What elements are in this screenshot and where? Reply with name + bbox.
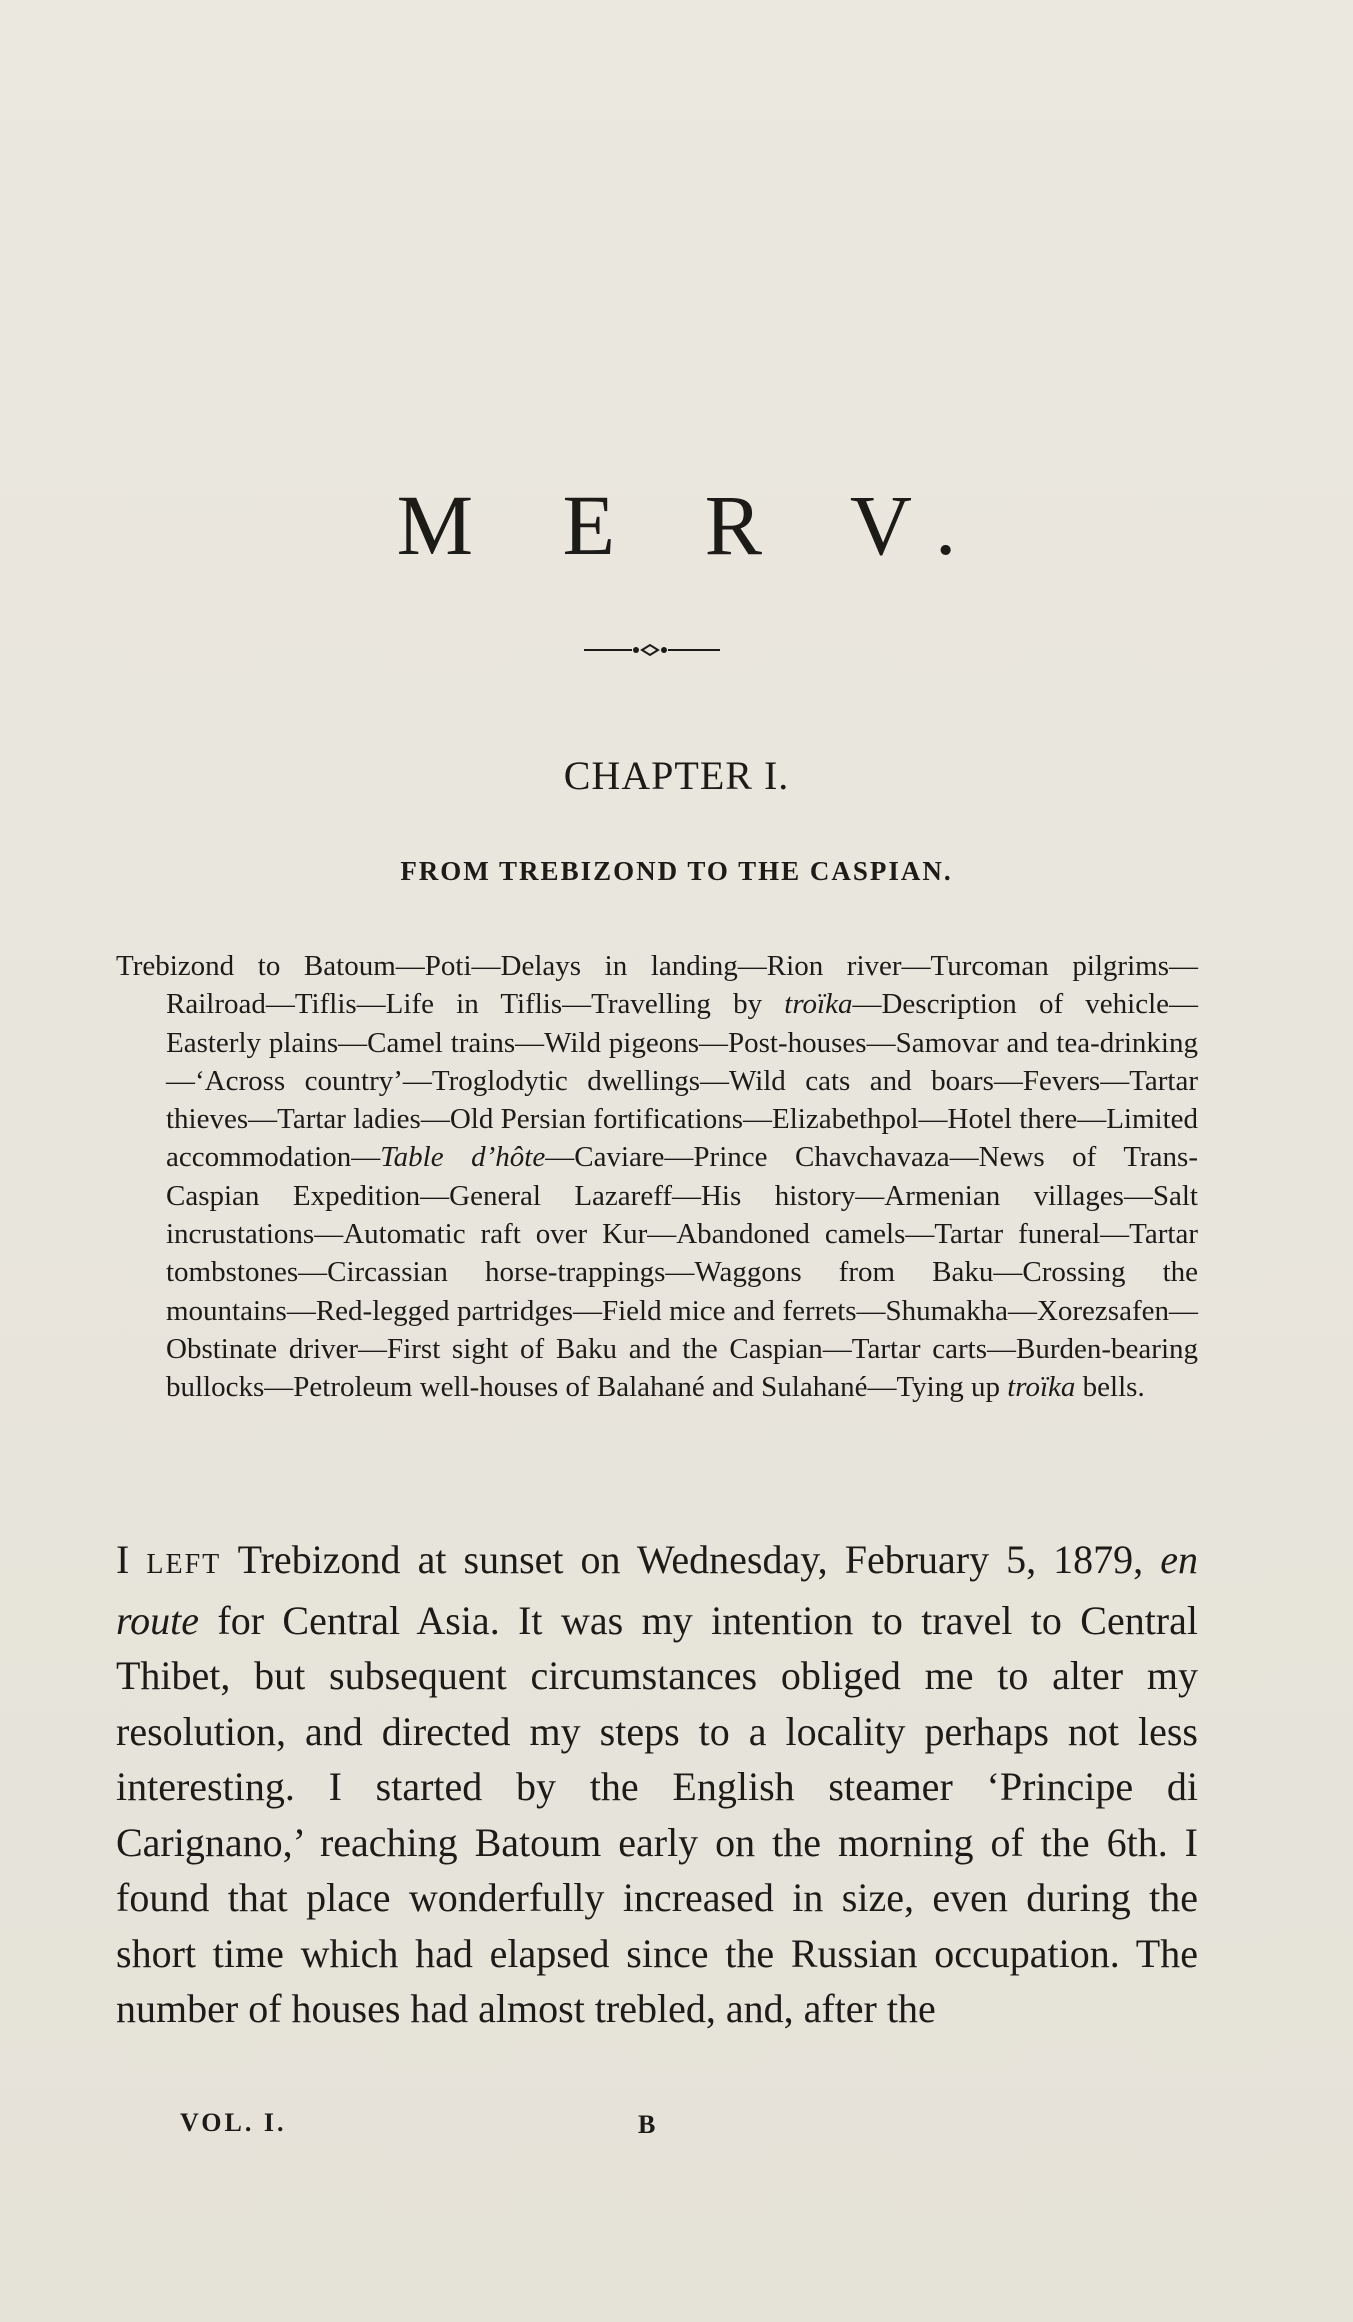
body-text-segment: for Central Asia. It was my intention to travel to Central Thibet, but subsequent circumstances obliged me to alter my resolution, and directed my steps to a locality perhaps not less interesting. I started by the English steamer ‘Principe di Carignano,’ reaching Batoum early on the morning of the 6th. I found that place wonderfully increased in size, even during the short time which had elapsed since the Russian occupation. The number of houses had almost trebled, and, after the bbox=[116, 1597, 1198, 2031]
synopsis-text: Trebizond to Batoum—Poti—Delays in landing—Rion river—Turcoman pilgrims—Railroad—Tiflis—Life in Tiflis—Travelling by bbox=[116, 950, 1198, 1021]
synopsis-italic: troïka bbox=[1007, 1371, 1076, 1404]
volume-signature: VOL. I. bbox=[180, 2108, 287, 2137]
synopsis-italic: troïka bbox=[784, 988, 853, 1021]
body-text-segment: Trebizond at sunset on Wednesday, February 5, 1879, bbox=[221, 1537, 1161, 1582]
drop-word: I bbox=[116, 1537, 130, 1582]
synopsis-text: bells. bbox=[1075, 1371, 1145, 1404]
gathering-signature: B bbox=[638, 2110, 656, 2139]
chapter-heading: CHAPTER I. bbox=[563, 753, 790, 798]
book-title: M E R V. bbox=[396, 477, 991, 573]
body-italic: en route bbox=[116, 1537, 1198, 1643]
synopsis-text: —Caviare—Prince Chavchavaza—News of Trans-Caspian Expedition—General Lazareff—His history—Armenian villages—Salt incrustations—Automatic raft over Kur—Abandoned camels—Tartar funeral—Tartar tombstones—Circassian horse-trappings—Waggons from Baku—Crossing the mountains—Red-legged partridges—Field mice and ferrets—Shumakha—Xorezsafen—Obstinate driver—First sight of Baku and the Caspian—Tartar carts—Burden-bearing bullocks—Petroleum well-houses of Balahané and Sulahané—Tying up bbox=[166, 1141, 1198, 1404]
ornament-divider bbox=[582, 640, 722, 660]
body-paragraph bbox=[116, 1532, 1198, 2037]
chapter-subtitle: FROM TREBIZOND TO THE CASPIAN. bbox=[400, 856, 953, 886]
synopsis-text: —Description of vehicle—Easterly plains—Camel trains—Wild pigeons—Post-houses—Samovar and tea-drinking—‘Across country’—Troglodytic dwellings—Wild cats and boars—Fevers—Tartar thieves—Tartar ladies—Old Persian fortifications—Elizabethpol—Hotel there—Limited accommodation— bbox=[166, 988, 1199, 1174]
chapter-synopsis bbox=[116, 947, 1198, 1407]
small-caps-word: LEFT bbox=[146, 1549, 222, 1580]
synopsis-italic: Table d’hôte bbox=[380, 1141, 546, 1174]
